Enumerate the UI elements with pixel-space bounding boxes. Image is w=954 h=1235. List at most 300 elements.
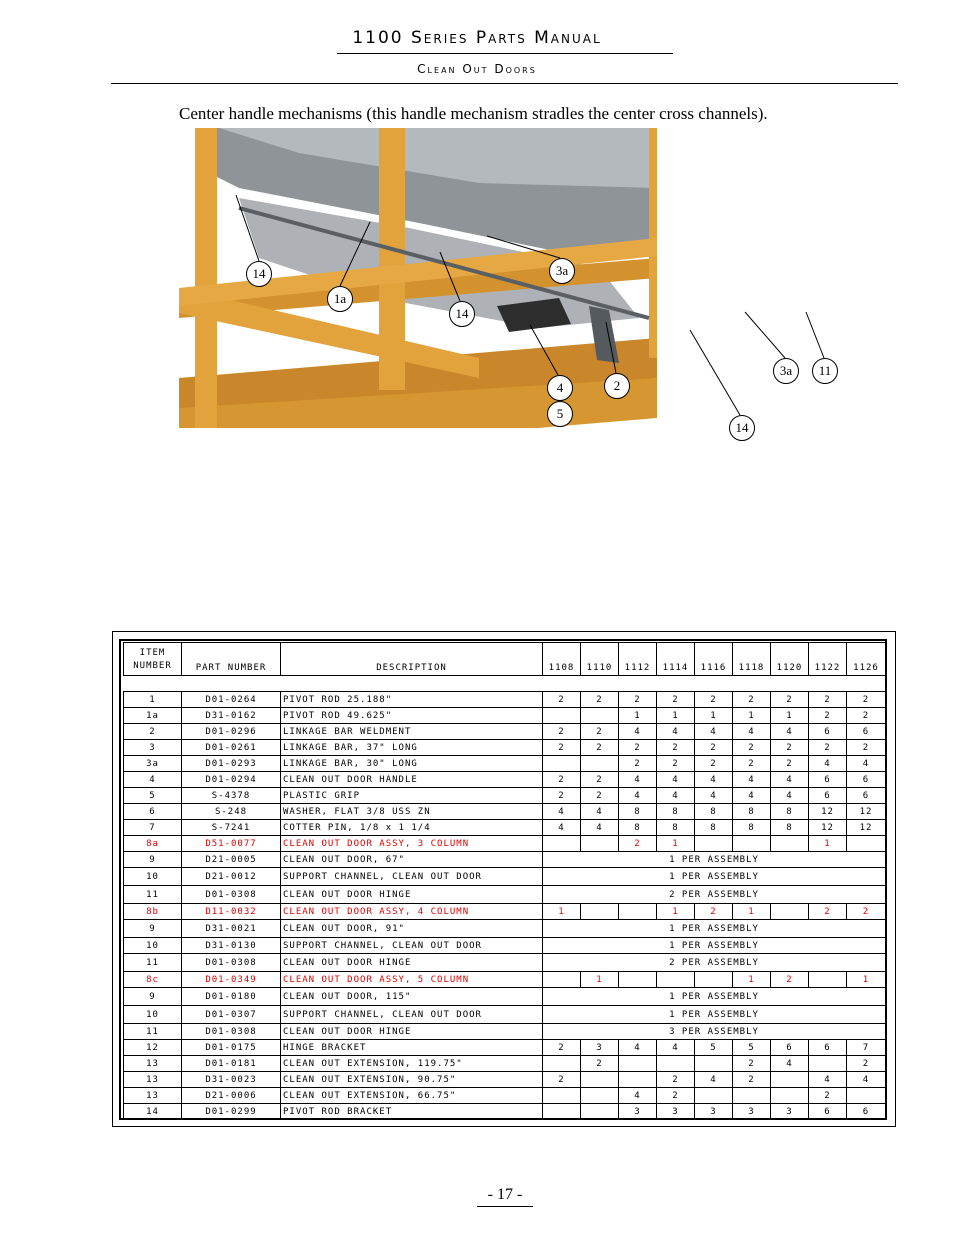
quantity-cell (581, 904, 619, 920)
description-cell: CLEAN OUT DOOR, 91" (281, 920, 543, 938)
quantity-cell (543, 1104, 581, 1120)
quantity-cell: 1 (771, 708, 809, 724)
quantity-cell: 2 (581, 740, 619, 756)
quantity-cell: 4 (847, 756, 886, 772)
quantity-cell: 2 (809, 692, 847, 708)
item-number-cell: 7 (124, 820, 182, 836)
item-number-cell: 3a (124, 756, 182, 772)
quantity-cell: 2 (543, 724, 581, 740)
quantity-cell: 1 (809, 836, 847, 852)
callout-3a: 3a (549, 258, 575, 284)
quantity-cell: 6 (847, 724, 886, 740)
quantity-cell: 2 (771, 756, 809, 772)
description-cell: PLASTIC GRIP (281, 788, 543, 804)
description-cell: LINKAGE BAR WELDMENT (281, 724, 543, 740)
table-row (124, 820, 886, 836)
quantity-cell: 5 (733, 1040, 771, 1056)
part-number-cell: D01-0299 (182, 1104, 281, 1120)
col-header-model: 1108 (543, 643, 581, 676)
part-number-cell: D01-0261 (182, 740, 281, 756)
quantity-cell: 4 (695, 772, 733, 788)
quantity-cell (733, 1088, 771, 1104)
quantity-cell: 8 (695, 804, 733, 820)
table-header-row (124, 643, 886, 676)
part-number-cell: D31-0023 (182, 1072, 281, 1088)
part-number-cell: D51-0077 (182, 836, 281, 852)
quantity-cell (771, 1072, 809, 1088)
quantity-cell (657, 1056, 695, 1072)
quantity-cell: 6 (809, 772, 847, 788)
quantity-cell: 2 (657, 1072, 695, 1088)
quantity-cell: 2 (581, 724, 619, 740)
mechanism-photo (179, 128, 657, 474)
quantity-cell: 2 (543, 1072, 581, 1088)
description-cell: CLEAN OUT EXTENSION, 119.75" (281, 1056, 543, 1072)
callout-14: 14 (729, 415, 755, 441)
part-number-cell: S-248 (182, 804, 281, 820)
description-cell: CLEAN OUT DOOR, 67" (281, 852, 543, 868)
table-row (124, 868, 886, 886)
table-row (124, 886, 886, 904)
table-row (124, 1056, 886, 1072)
part-number-cell: D01-0181 (182, 1056, 281, 1072)
quantity-cell: 2 (543, 772, 581, 788)
quantity-cell: 4 (657, 724, 695, 740)
quantity-cell: 4 (771, 724, 809, 740)
table-row (124, 724, 886, 740)
quantity-cell: 12 (847, 804, 886, 820)
quantity-cell (581, 708, 619, 724)
item-number-cell: 14 (124, 1104, 182, 1120)
callout-14: 14 (246, 261, 272, 287)
quantity-cell (695, 836, 733, 852)
quantity-cell: 8 (733, 804, 771, 820)
description-cell: COTTER PIN, 1/8 x 1 1/4 (281, 820, 543, 836)
table-row (124, 804, 886, 820)
quantity-cell (543, 756, 581, 772)
quantity-cell: 4 (543, 804, 581, 820)
quantity-cell: 6 (847, 788, 886, 804)
table-row (124, 1088, 886, 1104)
quantity-cell: 1 (733, 904, 771, 920)
quantity-cell: 4 (657, 772, 695, 788)
parts-table (123, 642, 886, 1120)
part-number-cell: D01-0308 (182, 954, 281, 972)
item-number-cell: 11 (124, 954, 182, 972)
quantity-cell: 2 (581, 692, 619, 708)
quantity-cell (695, 1056, 733, 1072)
part-number-cell: D01-0307 (182, 1006, 281, 1024)
manual-title: 1100 Series Parts Manual (352, 28, 602, 48)
quantity-cell: 2 (581, 788, 619, 804)
col-header-model: 1114 (657, 643, 695, 676)
quantity-cell (771, 836, 809, 852)
section-subtitle: Clean Out Doors (417, 62, 537, 76)
per-assembly-cell: 2 PER ASSEMBLY (543, 886, 886, 904)
quantity-cell: 4 (733, 788, 771, 804)
item-number-cell: 6 (124, 804, 182, 820)
item-number-cell: 8a (124, 836, 182, 852)
quantity-cell: 8 (771, 804, 809, 820)
quantity-cell: 2 (733, 756, 771, 772)
quantity-cell: 2 (543, 1040, 581, 1056)
quantity-cell: 4 (619, 1088, 657, 1104)
table-row (124, 1072, 886, 1088)
col-header-desc: DESCRIPTION (281, 643, 543, 676)
quantity-cell: 1 (619, 708, 657, 724)
quantity-cell: 4 (619, 724, 657, 740)
description-cell: CLEAN OUT EXTENSION, 90.75" (281, 1072, 543, 1088)
quantity-cell: 8 (657, 820, 695, 836)
quantity-cell: 8 (619, 820, 657, 836)
quantity-cell: 4 (809, 756, 847, 772)
col-header-model: 1122 (809, 643, 847, 676)
description-cell: HINGE BRACKET (281, 1040, 543, 1056)
description-cell: LINKAGE BAR, 37" LONG (281, 740, 543, 756)
quantity-cell: 4 (847, 1072, 886, 1088)
quantity-cell: 2 (847, 740, 886, 756)
item-number-cell: 9 (124, 920, 182, 938)
table-row (124, 756, 886, 772)
page-number: - 17 - (477, 1184, 533, 1207)
quantity-cell: 3 (619, 1104, 657, 1120)
quantity-cell: 2 (619, 756, 657, 772)
quantity-cell (847, 836, 886, 852)
item-number-cell: 11 (124, 1024, 182, 1040)
col-header-item: ITEM NUMBER (124, 643, 182, 676)
quantity-cell: 2 (543, 788, 581, 804)
title-rule (337, 53, 673, 54)
part-number-cell: D31-0021 (182, 920, 281, 938)
description-cell: SUPPORT CHANNEL, CLEAN OUT DOOR (281, 868, 543, 886)
quantity-cell: 2 (809, 740, 847, 756)
quantity-cell: 8 (771, 820, 809, 836)
table-row (124, 972, 886, 988)
quantity-cell (771, 904, 809, 920)
quantity-cell: 2 (771, 740, 809, 756)
quantity-cell: 12 (809, 820, 847, 836)
quantity-cell: 6 (809, 724, 847, 740)
table-row (124, 788, 886, 804)
quantity-cell: 4 (695, 788, 733, 804)
quantity-cell: 12 (847, 820, 886, 836)
quantity-cell: 1 (695, 708, 733, 724)
callout-14: 14 (449, 301, 475, 327)
item-number-cell: 9 (124, 988, 182, 1006)
quantity-cell: 2 (847, 692, 886, 708)
quantity-cell: 2 (733, 692, 771, 708)
item-number-cell: 9 (124, 852, 182, 868)
quantity-cell: 4 (581, 804, 619, 820)
quantity-cell: 5 (695, 1040, 733, 1056)
quantity-cell (809, 1056, 847, 1072)
quantity-cell (619, 1072, 657, 1088)
col-header-part: PART NUMBER (182, 643, 281, 676)
item-number-cell: 3 (124, 740, 182, 756)
description-cell: PIVOT ROD BRACKET (281, 1104, 543, 1120)
table-row (124, 1024, 886, 1040)
spacer-cell (124, 676, 886, 692)
quantity-cell: 7 (847, 1040, 886, 1056)
description-cell: CLEAN OUT EXTENSION, 66.75" (281, 1088, 543, 1104)
table-row (124, 988, 886, 1006)
description-cell: LINKAGE BAR, 30" LONG (281, 756, 543, 772)
quantity-cell: 2 (733, 1072, 771, 1088)
quantity-cell (619, 1056, 657, 1072)
quantity-cell: 2 (809, 904, 847, 920)
quantity-cell: 4 (657, 788, 695, 804)
quantity-cell (581, 1104, 619, 1120)
part-number-cell: D21-0005 (182, 852, 281, 868)
part-number-cell: D01-0349 (182, 972, 281, 988)
quantity-cell: 2 (619, 836, 657, 852)
quantity-cell: 6 (771, 1040, 809, 1056)
part-number-cell: S-7241 (182, 820, 281, 836)
table-row (124, 904, 886, 920)
callout-2: 2 (604, 373, 630, 399)
quantity-cell: 4 (657, 1040, 695, 1056)
quantity-cell: 2 (543, 692, 581, 708)
item-number-cell: 10 (124, 938, 182, 954)
item-number-cell: 13 (124, 1056, 182, 1072)
per-assembly-cell: 1 PER ASSEMBLY (543, 920, 886, 938)
quantity-cell: 3 (695, 1104, 733, 1120)
quantity-cell: 1 (657, 904, 695, 920)
quantity-cell: 2 (847, 1056, 886, 1072)
quantity-cell (581, 756, 619, 772)
quantity-cell: 2 (847, 904, 886, 920)
quantity-cell (581, 1088, 619, 1104)
quantity-cell: 2 (657, 756, 695, 772)
quantity-cell: 6 (809, 1104, 847, 1120)
quantity-cell (581, 1072, 619, 1088)
table-row (124, 938, 886, 954)
col-header-model: 1116 (695, 643, 733, 676)
quantity-cell (847, 1088, 886, 1104)
part-number-cell: D01-0296 (182, 724, 281, 740)
quantity-cell: 4 (543, 820, 581, 836)
quantity-cell (543, 1056, 581, 1072)
quantity-cell: 4 (695, 1072, 733, 1088)
item-number-cell: 5 (124, 788, 182, 804)
quantity-cell: 3 (581, 1040, 619, 1056)
table-row (124, 1104, 886, 1120)
quantity-cell (771, 1088, 809, 1104)
part-number-cell: D01-0308 (182, 1024, 281, 1040)
quantity-cell: 1 (733, 972, 771, 988)
quantity-cell: 2 (543, 740, 581, 756)
part-number-cell: D21-0006 (182, 1088, 281, 1104)
quantity-cell: 6 (847, 1104, 886, 1120)
table-row (124, 852, 886, 868)
quantity-cell: 8 (695, 820, 733, 836)
part-number-cell: D11-0032 (182, 904, 281, 920)
quantity-cell: 2 (657, 692, 695, 708)
description-cell: SUPPORT CHANNEL, CLEAN OUT DOOR (281, 1006, 543, 1024)
part-number-cell: D01-0264 (182, 692, 281, 708)
quantity-cell: 8 (733, 820, 771, 836)
part-number-cell: D01-0180 (182, 988, 281, 1006)
quantity-cell: 6 (809, 788, 847, 804)
quantity-cell: 2 (695, 904, 733, 920)
callout-5: 5 (547, 401, 573, 427)
item-number-cell: 10 (124, 1006, 182, 1024)
item-number-cell: 13 (124, 1072, 182, 1088)
table-row (124, 692, 886, 708)
callout-1a: 1a (327, 286, 353, 312)
table-row (124, 772, 886, 788)
quantity-cell: 4 (771, 1056, 809, 1072)
description-cell: CLEAN OUT DOOR ASSY, 5 COLUMN (281, 972, 543, 988)
description-cell: WASHER, FLAT 3/8 USS ZN (281, 804, 543, 820)
quantity-cell: 1 (657, 836, 695, 852)
part-number-cell: S-4378 (182, 788, 281, 804)
quantity-cell (657, 972, 695, 988)
col-header-model: 1110 (581, 643, 619, 676)
quantity-cell (733, 836, 771, 852)
table-spacer-row (124, 676, 886, 692)
item-number-cell: 8b (124, 904, 182, 920)
per-assembly-cell: 1 PER ASSEMBLY (543, 938, 886, 954)
quantity-cell: 2 (657, 740, 695, 756)
quantity-cell: 2 (733, 740, 771, 756)
description-cell: CLEAN OUT DOOR HINGE (281, 954, 543, 972)
part-number-cell: D01-0175 (182, 1040, 281, 1056)
quantity-cell: 4 (619, 772, 657, 788)
quantity-cell: 2 (809, 708, 847, 724)
quantity-cell: 4 (733, 772, 771, 788)
quantity-cell: 2 (771, 692, 809, 708)
per-assembly-cell: 1 PER ASSEMBLY (543, 988, 886, 1006)
quantity-cell: 4 (809, 1072, 847, 1088)
quantity-cell: 2 (847, 708, 886, 724)
table-row (124, 954, 886, 972)
quantity-cell: 2 (657, 1088, 695, 1104)
per-assembly-cell: 1 PER ASSEMBLY (543, 1006, 886, 1024)
quantity-cell: 2 (695, 756, 733, 772)
part-number-cell: D31-0162 (182, 708, 281, 724)
quantity-cell: 2 (695, 692, 733, 708)
quantity-cell: 6 (809, 1040, 847, 1056)
quantity-cell: 2 (619, 692, 657, 708)
quantity-cell: 2 (733, 1056, 771, 1072)
quantity-cell: 3 (657, 1104, 695, 1120)
col-header-model: 1118 (733, 643, 771, 676)
quantity-cell: 2 (695, 740, 733, 756)
quantity-cell: 4 (619, 788, 657, 804)
description-cell: CLEAN OUT DOOR HINGE (281, 886, 543, 904)
table-row (124, 708, 886, 724)
item-number-cell: 12 (124, 1040, 182, 1056)
callout-11: 11 (812, 358, 838, 384)
quantity-cell: 1 (657, 708, 695, 724)
table-row (124, 920, 886, 938)
description-cell: CLEAN OUT DOOR HINGE (281, 1024, 543, 1040)
part-number-cell: D01-0294 (182, 772, 281, 788)
quantity-cell: 1 (543, 904, 581, 920)
quantity-cell: 4 (695, 724, 733, 740)
col-header-model: 1112 (619, 643, 657, 676)
quantity-cell (695, 972, 733, 988)
quantity-cell: 3 (733, 1104, 771, 1120)
quantity-cell (543, 836, 581, 852)
item-number-cell: 4 (124, 772, 182, 788)
quantity-cell: 4 (771, 772, 809, 788)
table-row (124, 836, 886, 852)
item-number-cell: 1 (124, 692, 182, 708)
quantity-cell (543, 972, 581, 988)
quantity-cell: 2 (581, 772, 619, 788)
quantity-cell: 4 (619, 1040, 657, 1056)
item-number-cell: 2 (124, 724, 182, 740)
quantity-cell: 1 (847, 972, 886, 988)
quantity-cell (543, 708, 581, 724)
description-cell: PIVOT ROD 49.625" (281, 708, 543, 724)
item-number-cell: 1a (124, 708, 182, 724)
quantity-cell: 2 (581, 1056, 619, 1072)
quantity-cell (695, 1088, 733, 1104)
quantity-cell: 4 (581, 820, 619, 836)
description-cell: CLEAN OUT DOOR ASSY, 3 COLUMN (281, 836, 543, 852)
quantity-cell: 4 (733, 724, 771, 740)
quantity-cell: 2 (771, 972, 809, 988)
table-row (124, 1006, 886, 1024)
header-rule (111, 83, 898, 84)
callout-3a: 3a (773, 358, 799, 384)
quantity-cell: 1 (581, 972, 619, 988)
quantity-cell: 1 (733, 708, 771, 724)
parts-table-body (124, 676, 886, 1120)
quantity-cell: 8 (657, 804, 695, 820)
part-number-cell: D01-0293 (182, 756, 281, 772)
item-number-cell: 11 (124, 886, 182, 904)
quantity-cell: 4 (771, 788, 809, 804)
item-number-cell: 10 (124, 868, 182, 886)
quantity-cell: 6 (847, 772, 886, 788)
part-number-cell: D01-0308 (182, 886, 281, 904)
callout-4: 4 (547, 375, 573, 401)
quantity-cell (619, 904, 657, 920)
table-row (124, 1040, 886, 1056)
per-assembly-cell: 1 PER ASSEMBLY (543, 868, 886, 886)
per-assembly-cell: 3 PER ASSEMBLY (543, 1024, 886, 1040)
quantity-cell (581, 836, 619, 852)
quantity-cell (809, 972, 847, 988)
description-cell: SUPPORT CHANNEL, CLEAN OUT DOOR (281, 938, 543, 954)
table-row (124, 740, 886, 756)
quantity-cell (543, 1088, 581, 1104)
col-header-model: 1126 (847, 643, 886, 676)
description-cell: PIVOT ROD 25.188" (281, 692, 543, 708)
quantity-cell: 3 (771, 1104, 809, 1120)
quantity-cell: 2 (809, 1088, 847, 1104)
per-assembly-cell: 1 PER ASSEMBLY (543, 852, 886, 868)
quantity-cell: 8 (619, 804, 657, 820)
description-cell: CLEAN OUT DOOR ASSY, 4 COLUMN (281, 904, 543, 920)
figure-caption: Center handle mechanisms (this handle mechanism stradles the center cross channels). (179, 104, 768, 123)
description-cell: CLEAN OUT DOOR, 115" (281, 988, 543, 1006)
part-number-cell: D21-0012 (182, 868, 281, 886)
part-number-cell: D31-0130 (182, 938, 281, 954)
quantity-cell (619, 972, 657, 988)
item-number-cell: 8c (124, 972, 182, 988)
item-number-cell: 13 (124, 1088, 182, 1104)
per-assembly-cell: 2 PER ASSEMBLY (543, 954, 886, 972)
quantity-cell: 2 (619, 740, 657, 756)
quantity-cell: 12 (809, 804, 847, 820)
col-header-model: 1120 (771, 643, 809, 676)
description-cell: CLEAN OUT DOOR HANDLE (281, 772, 543, 788)
